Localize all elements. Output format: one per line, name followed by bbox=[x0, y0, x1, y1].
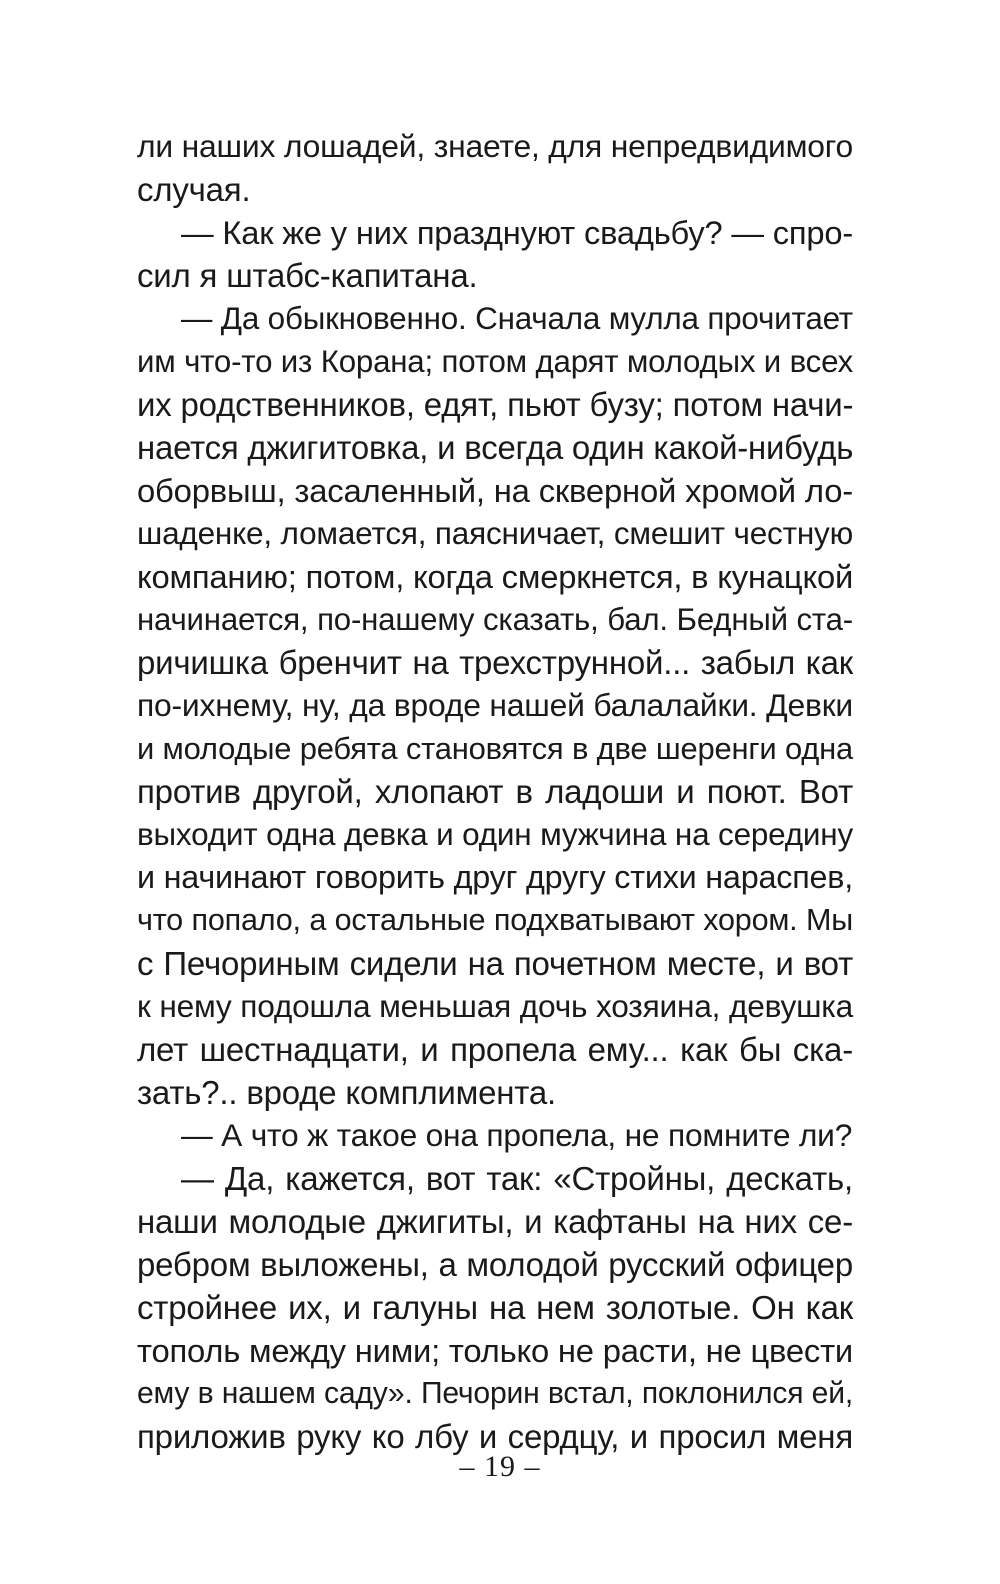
text-line: оборвыш, засаленный, на скверной хромой ло- bbox=[137, 472, 853, 509]
text-line: приложив руку ко лбу и сердцу, и просил меня bbox=[137, 1418, 853, 1455]
text-line: нается джигитовка, и всегда один какой-нибудь bbox=[137, 429, 854, 466]
text-line: с Печориным сидели на почетном месте, и вот bbox=[137, 945, 853, 982]
text-line: ему в нашем саду». Печорин встал, поклонился ей, bbox=[137, 1377, 853, 1410]
page-number: – 19 – bbox=[459, 1450, 541, 1483]
text-line: ребром выложены, а молодой русский офицер bbox=[137, 1246, 853, 1283]
text-line: — Да, кажется, вот так: «Стройны, дескать, bbox=[181, 1160, 853, 1197]
text-line: зать?.. вроде комплимента. bbox=[137, 1074, 556, 1111]
text-line: против другой, хлопают в ладоши и поют. Вот bbox=[137, 773, 853, 810]
text-line: им что-то из Корана; потом дарят молодых и всех bbox=[137, 344, 853, 379]
text-line: компанию; потом, когда смеркнется, в кунацкой bbox=[137, 558, 854, 595]
text-line: начинается, по-нашему сказать, бал. Бедный ста- bbox=[137, 602, 853, 637]
text-line: лет шестнадцати, и пропела ему... как бы ска- bbox=[137, 1031, 853, 1068]
body-text bbox=[137, 125, 853, 1458]
text-line: и начинают говорить друг другу стихи нараспев, bbox=[137, 859, 854, 895]
text-line: наши молодые джигиты, и кафтаны на них се- bbox=[137, 1203, 853, 1240]
text-line: ричишка бренчит на трехструнной... забыл как bbox=[137, 644, 853, 681]
text-line: — Да обыкновенно. Сначала мулла прочитает bbox=[181, 301, 853, 336]
text-line: и молодые ребята становятся в две шеренги одна bbox=[137, 731, 853, 766]
text-line: — Как же у них празднуют свадьбу? — спро- bbox=[181, 214, 853, 251]
text-line: ли наших лошадей, знаете, для непредвидимого bbox=[137, 128, 853, 164]
text-line: стройнее их, и галуны на нем золотые. Он как bbox=[137, 1289, 853, 1326]
text-line: к нему подошла меньшая дочь хозяина, девушка bbox=[137, 988, 853, 1024]
text-line: что попало, а остальные подхватывают хором. Мы bbox=[137, 903, 853, 937]
text-line: случая. bbox=[137, 171, 251, 208]
text-line: их родственников, едят, пьют бузу; потом начи- bbox=[137, 386, 854, 423]
text-line: по-ихнему, ну, да вроде нашей балалайки. Девки bbox=[137, 687, 853, 723]
text-line: сил я штабс-капитана. bbox=[137, 257, 478, 294]
text-line: тополь между ними; только не расти, не цвести bbox=[137, 1332, 854, 1369]
text-line: шаденке, ломается, паясничает, смешит честную bbox=[137, 515, 853, 551]
text-line: — А что ж такое она пропела, не помните ли? bbox=[181, 1117, 853, 1153]
text-line: выходит одна девка и один мужчина на середину bbox=[137, 817, 853, 852]
